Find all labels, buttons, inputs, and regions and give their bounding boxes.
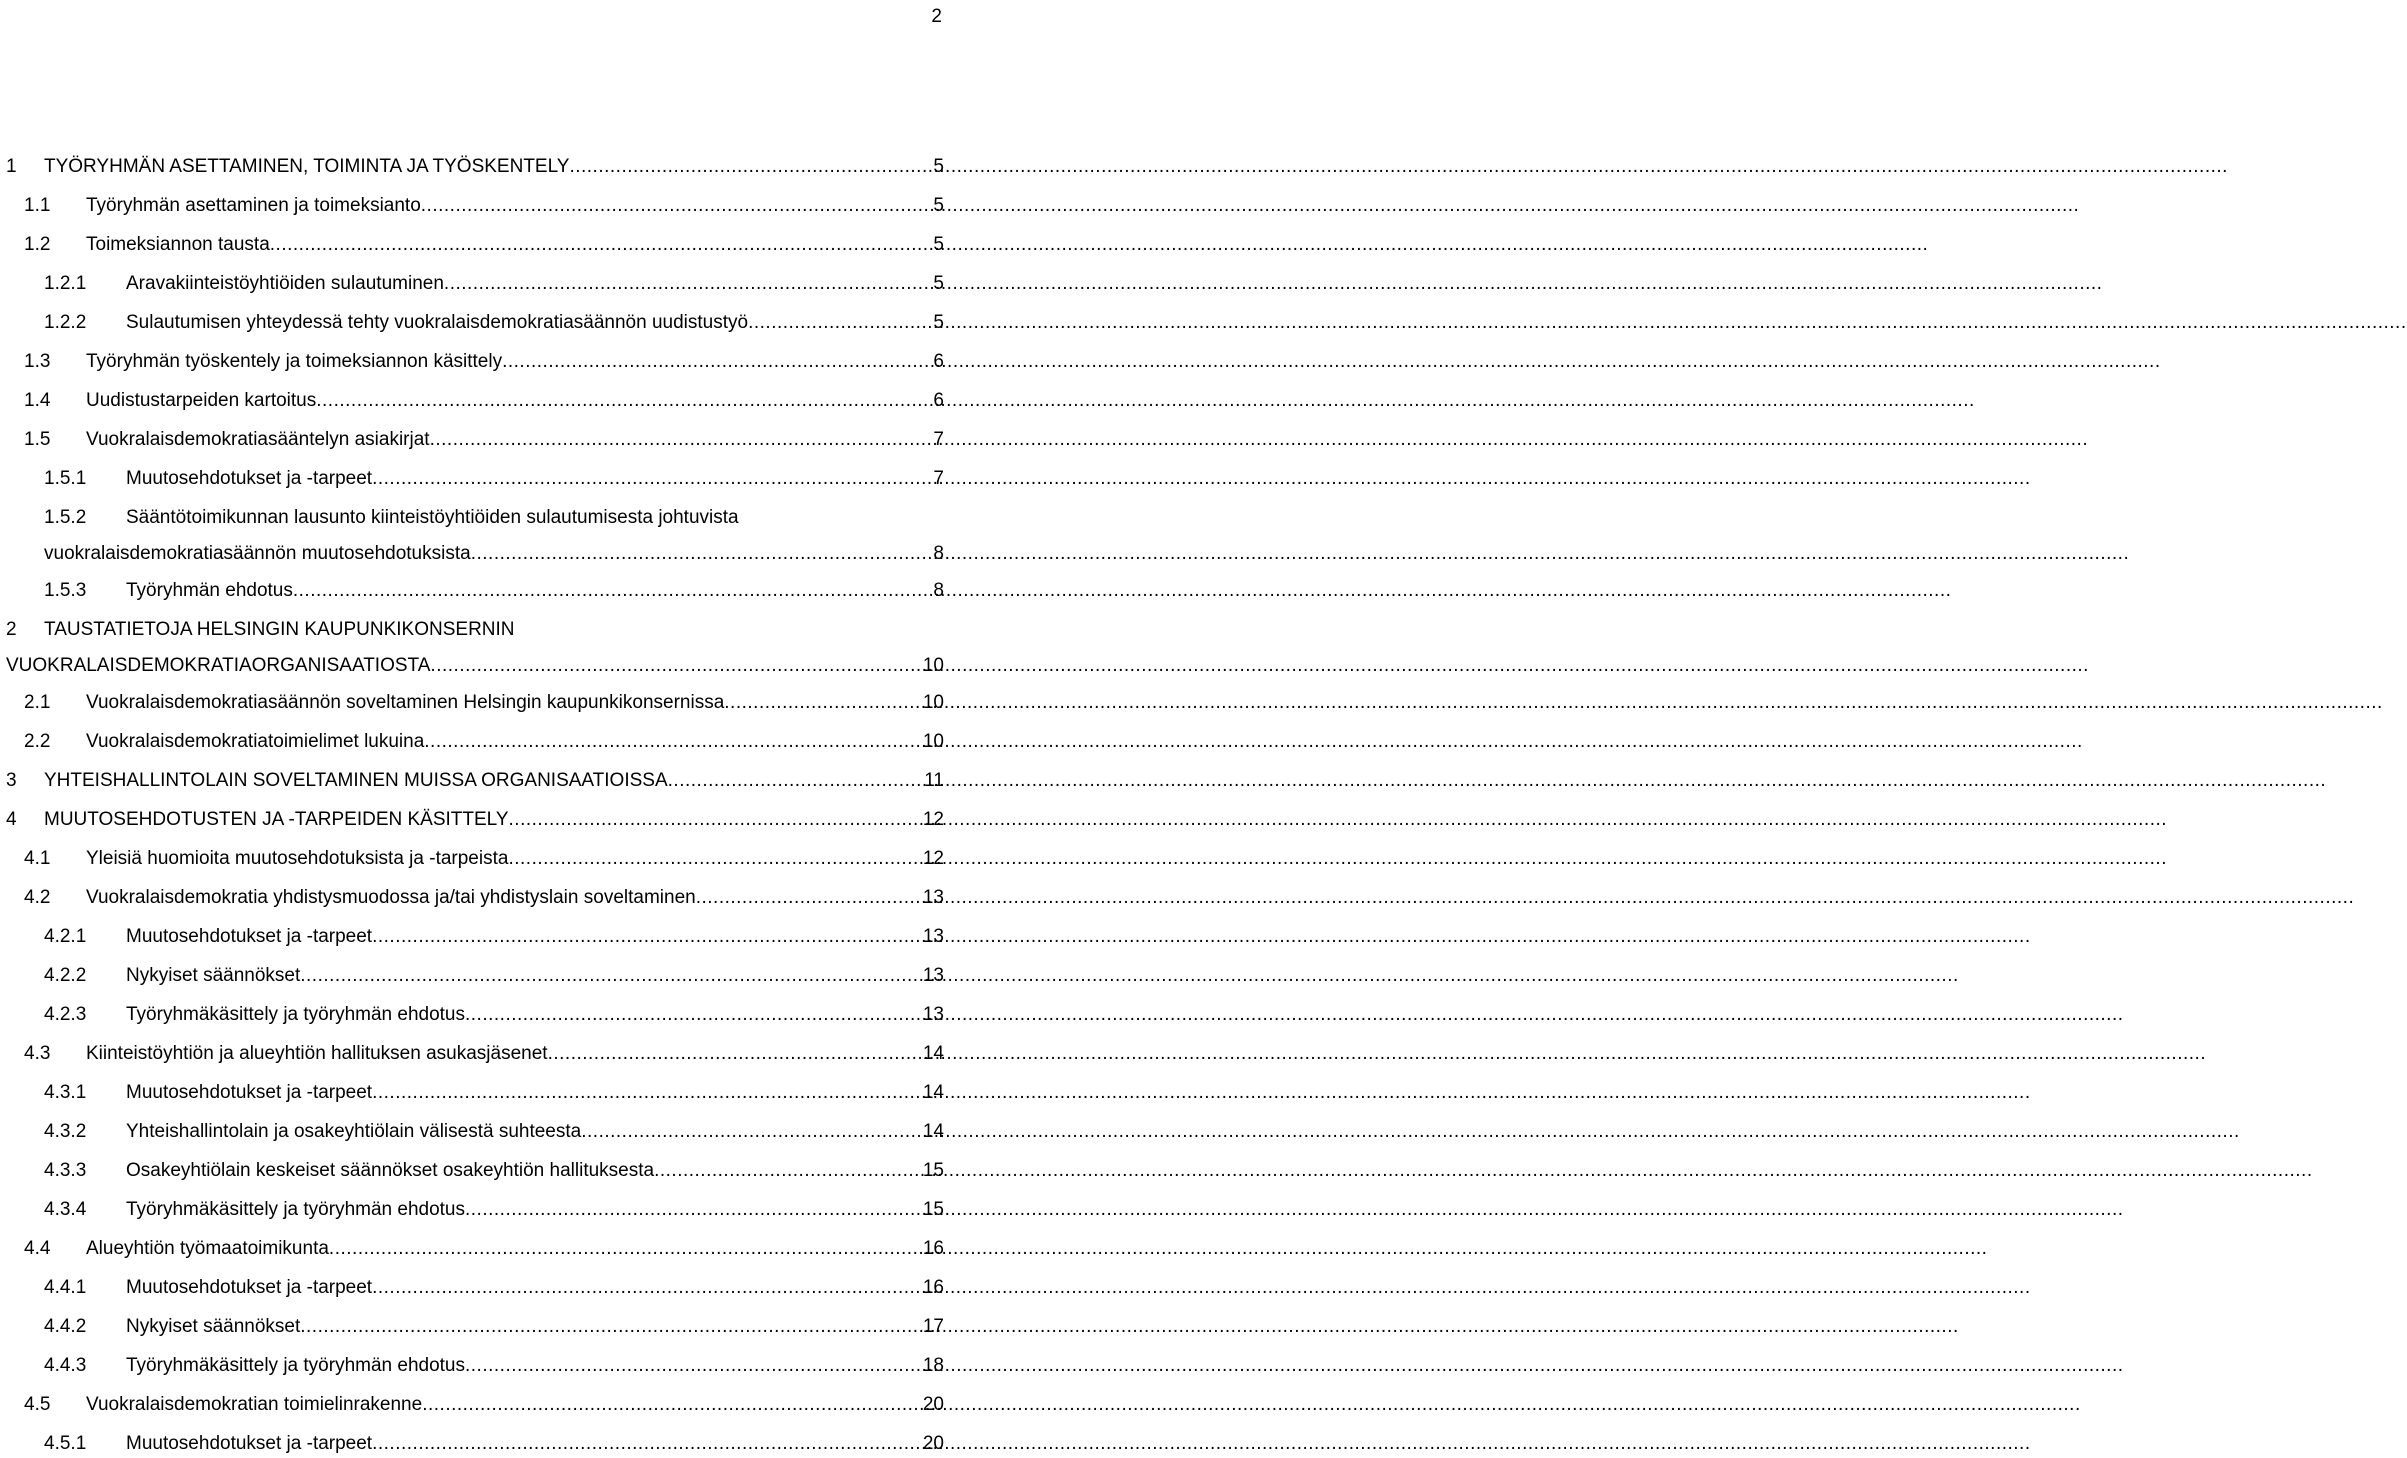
toc-entry-title: MUUTOSEHDOTUSTEN JA -TARPEIDEN KÄSITTELY (44, 809, 509, 830)
toc-entry[interactable] (0, 924, 960, 950)
toc-entry-number: 4.2.3 (44, 1004, 87, 1025)
toc-entry-title: Sulautumisen yhteydessä tehty vuokralaisdemokratiasäännön uudistustyö (126, 312, 749, 333)
toc-entry-title-continuation: vuokralaisdemokratiasäännön muutosehdotuksista (44, 543, 471, 564)
toc-entry-page: 5 (933, 273, 944, 294)
toc-entry-page: 5 (933, 195, 944, 216)
toc-entry-number: 4.3.3 (44, 1160, 87, 1181)
toc-entry-number: 4.2 (24, 887, 51, 908)
toc-dot-leader (329, 1236, 922, 1262)
toc-entry-page: 5 (933, 156, 944, 177)
toc-entry-title: Nykyiset säännökset (126, 965, 301, 986)
toc-dot-leader (465, 1197, 922, 1223)
toc-entry-page: 7 (933, 429, 944, 450)
toc-dot-leader (471, 541, 933, 567)
toc-entry[interactable] (0, 1080, 960, 1106)
toc-dot-leader (465, 1353, 922, 1379)
toc-entry-title: Sääntötoimikunnan lausunto kiinteistöyhtiöiden sulautumisesta johtuvista (126, 507, 739, 528)
page-number: 2 (931, 6, 942, 27)
toc-dot-leader (293, 578, 933, 604)
toc-entry[interactable] (0, 466, 960, 492)
toc-entry-title: TYÖRYHMÄN ASETTAMINEN, TOIMINTA JA TYÖSKENTELY (44, 156, 570, 177)
toc-entry[interactable] (0, 807, 960, 833)
toc-entry[interactable] (0, 505, 960, 567)
toc-entry-number: 4.4.3 (44, 1355, 87, 1376)
toc-entry[interactable] (0, 1392, 960, 1418)
toc-entry-number: 1.2.2 (44, 312, 87, 333)
toc-entry-number: 4.4.1 (44, 1277, 87, 1298)
toc-entry-number: 1.3 (24, 351, 51, 372)
toc-entry[interactable] (0, 729, 960, 755)
toc-entry-number: 2 (6, 619, 17, 640)
toc-entry-page: 7 (933, 468, 944, 489)
toc-entry-title: Alueyhtiön työmaatoimikunta (86, 1238, 329, 1259)
toc-entry-title: Kiinteistöyhtiön ja alueyhtiön hallituksen asukasjäsenet (86, 1043, 548, 1064)
toc-entry-title-continuation: VUOKRALAISDEMOKRATIAORGANISAATIOSTA (6, 655, 431, 676)
toc-entry-number: 1.5.3 (44, 580, 87, 601)
toc-entry-number: 1.4 (24, 390, 51, 411)
toc-dot-leader (372, 924, 922, 950)
toc-entry-page: 10 (922, 655, 944, 676)
toc-dot-leader (300, 1314, 922, 1340)
toc-entry-number: 4.3.1 (44, 1082, 87, 1103)
toc-entry-page: 15 (922, 1199, 944, 1220)
toc-entry[interactable] (0, 193, 960, 219)
toc-entry-number: 3 (6, 770, 17, 791)
toc-entry-title: Vuokralaisdemokratia yhdistysmuodossa ja/tai yhdistyslain soveltaminen (86, 887, 696, 908)
toc-entry-title: Toimeksiannon tausta (86, 234, 270, 255)
toc-entry-number: 4.4.2 (44, 1316, 87, 1337)
toc-entry-title: Yhteishallintolain ja osakeyhtiölain välisestä suhteesta (126, 1121, 582, 1142)
toc-dot-leader (316, 388, 932, 414)
toc-entry[interactable] (0, 1275, 960, 1301)
toc-dot-leader (444, 271, 933, 297)
toc-entry[interactable] (0, 349, 960, 375)
toc-dot-leader (372, 1275, 922, 1301)
toc-entry-page: 13 (922, 926, 944, 947)
toc-entry-title: Nykyiset säännökset (126, 1316, 301, 1337)
toc-dot-leader (548, 1041, 922, 1067)
toc-entry-number: 1.2.1 (44, 273, 87, 294)
toc-entry[interactable] (0, 578, 960, 604)
toc-entry-title: Muutosehdotukset ja -tarpeet (126, 1082, 373, 1103)
toc-dot-leader (300, 963, 922, 989)
toc-entry-number: 2.1 (24, 692, 51, 713)
toc-entry-title: Vuokralaisdemokratian toimielinrakenne (86, 1394, 423, 1415)
toc-entry[interactable] (0, 617, 960, 679)
toc-dot-leader (509, 807, 922, 833)
toc-dot-leader (424, 729, 922, 755)
toc-entry-page: 13 (922, 887, 944, 908)
toc-entry[interactable] (0, 310, 960, 336)
toc-entry-page: 18 (922, 1355, 944, 1376)
toc-entry-title: Yleisiä huomioita muutosehdotuksista ja -tarpeista (86, 848, 509, 869)
toc-entry-number: 4.1 (24, 848, 51, 869)
toc-entry[interactable] (0, 1041, 960, 1067)
toc-entry[interactable] (0, 1002, 960, 1028)
toc-entry[interactable] (0, 1119, 960, 1145)
toc-entry[interactable] (0, 846, 960, 872)
toc-entry-page: 16 (922, 1277, 944, 1298)
toc-entry[interactable] (0, 1314, 960, 1340)
toc-entry-number: 4.2.1 (44, 926, 87, 947)
toc-entry-title: Työryhmän ehdotus (126, 580, 293, 601)
toc-entry-page: 12 (922, 809, 944, 830)
toc-entry-page: 14 (922, 1082, 944, 1103)
toc-dot-leader (654, 1158, 922, 1184)
toc-entry-page: 10 (922, 692, 944, 713)
toc-entry[interactable] (0, 1353, 960, 1379)
toc-entry-page: 8 (933, 580, 944, 601)
toc-entry[interactable] (0, 388, 960, 414)
toc-entry[interactable] (0, 885, 960, 911)
toc-entry-number: 1.1 (24, 195, 51, 216)
toc-entry-title: TAUSTATIETOJA HELSINGIN KAUPUNKIKONSERNIN (44, 619, 515, 640)
toc-entry-title: YHTEISHALLINTOLAIN SOVELTAMINEN MUISSA ORGANISAATIOISSA (44, 770, 668, 791)
toc-dot-leader (372, 1431, 922, 1457)
toc-entry-number: 1.2 (24, 234, 51, 255)
toc-entry-title: Muutosehdotukset ja -tarpeet (126, 926, 373, 947)
toc-dot-leader (502, 349, 932, 375)
toc-entry-title: Vuokralaisdemokratiasäännön soveltaminen Helsingin kaupunkikonsernissa (86, 692, 725, 713)
toc-entry-page: 14 (922, 1043, 944, 1064)
toc-dot-leader (569, 154, 932, 180)
toc-entry[interactable] (0, 768, 960, 794)
toc-entry-number: 2.2 (24, 731, 51, 752)
toc-entry-page: 16 (922, 1238, 944, 1259)
toc-entry-first-line (0, 617, 960, 643)
toc-entry-title: Uudistustarpeiden kartoitus (86, 390, 317, 411)
toc-entry-page: 15 (922, 1160, 944, 1181)
toc-entry[interactable] (0, 690, 960, 716)
toc-dot-leader (465, 1002, 922, 1028)
toc-entry-page: 10 (922, 731, 944, 752)
toc-dot-leader (372, 466, 932, 492)
toc-entry-page: 20 (922, 1433, 944, 1454)
toc-dot-leader (508, 846, 921, 872)
toc-dot-leader (748, 310, 932, 336)
toc-entry-number: 4.5.1 (44, 1433, 87, 1454)
toc-entry-number: 4.3.4 (44, 1199, 87, 1220)
toc-entry-page: 17 (922, 1316, 944, 1337)
toc-entry-number: 1.5.2 (44, 507, 87, 528)
toc-entry-title: Osakeyhtiölain keskeiset säännökset osakeyhtiön hallituksesta (126, 1160, 655, 1181)
toc-entry-number: 4.3.2 (44, 1121, 87, 1142)
toc-entry-first-line (0, 505, 960, 531)
toc-dot-leader (422, 1392, 922, 1418)
toc-entry-number: 4.3 (24, 1043, 51, 1064)
toc-entry[interactable] (0, 1158, 960, 1184)
toc-entry-page: 5 (933, 312, 944, 333)
toc-entry[interactable] (0, 1197, 960, 1223)
toc-dot-leader (270, 232, 933, 258)
toc-entry-page: 13 (922, 965, 944, 986)
toc-dot-leader (421, 193, 933, 219)
toc-dot-leader (724, 690, 922, 716)
toc-entry-page: 6 (933, 351, 944, 372)
toc-entry-title: Vuokralaisdemokratiasääntelyn asiakirjat (86, 429, 430, 450)
toc-entry-number: 4.4 (24, 1238, 51, 1259)
toc-entry-page: 14 (922, 1121, 944, 1142)
toc-entry-number: 1 (6, 156, 17, 177)
toc-entry[interactable] (0, 963, 960, 989)
toc-dot-leader (372, 1080, 922, 1106)
toc-entry-page: 11 (924, 770, 944, 791)
toc-entry-page: 20 (922, 1394, 944, 1415)
toc-entry-title: Aravakiinteistöyhtiöiden sulautuminen (126, 273, 444, 294)
toc-dot-leader (696, 885, 922, 911)
toc-entry-page: 5 (933, 234, 944, 255)
toc-entry[interactable] (0, 427, 960, 453)
toc-entry-title: Työryhmäkäsittely ja työryhmän ehdotus (126, 1004, 465, 1025)
toc-entry[interactable] (0, 271, 960, 297)
toc-dot-leader (430, 653, 921, 679)
toc-entry-title: Muutosehdotukset ja -tarpeet (126, 1433, 373, 1454)
toc-entry-title: Työryhmäkäsittely ja työryhmän ehdotus (126, 1199, 465, 1220)
toc-entry[interactable] (0, 154, 960, 180)
toc-entry-page: 8 (933, 543, 944, 564)
toc-entry-number: 4.5 (24, 1394, 51, 1415)
toc-entry[interactable] (0, 232, 960, 258)
toc-entry-number: 4.2.2 (44, 965, 87, 986)
toc-entry[interactable] (0, 1236, 960, 1262)
toc-entry-number: 1.5.1 (44, 468, 87, 489)
toc-entry-title: Työryhmän asettaminen ja toimeksianto (86, 195, 421, 216)
toc-dot-leader (668, 768, 924, 794)
toc-entry-page: 13 (922, 1004, 944, 1025)
toc-entry-title: Vuokralaisdemokratiatoimielimet lukuina (86, 731, 425, 752)
toc-entry-page: 6 (933, 390, 944, 411)
toc-entry[interactable] (0, 1431, 960, 1457)
toc-entry-number: 4 (6, 809, 17, 830)
toc-dot-leader (430, 427, 933, 453)
toc-entry-number: 1.5 (24, 429, 51, 450)
toc-entry-title: Muutosehdotukset ja -tarpeet (126, 468, 373, 489)
toc-entry-title: Muutosehdotukset ja -tarpeet (126, 1277, 373, 1298)
toc-entry-page: 12 (922, 848, 944, 869)
toc-entry-title: Työryhmän työskentely ja toimeksiannon käsittely (86, 351, 503, 372)
toc-dot-leader (581, 1119, 922, 1145)
toc-entry-title: Työryhmäkäsittely ja työryhmän ehdotus (126, 1355, 465, 1376)
